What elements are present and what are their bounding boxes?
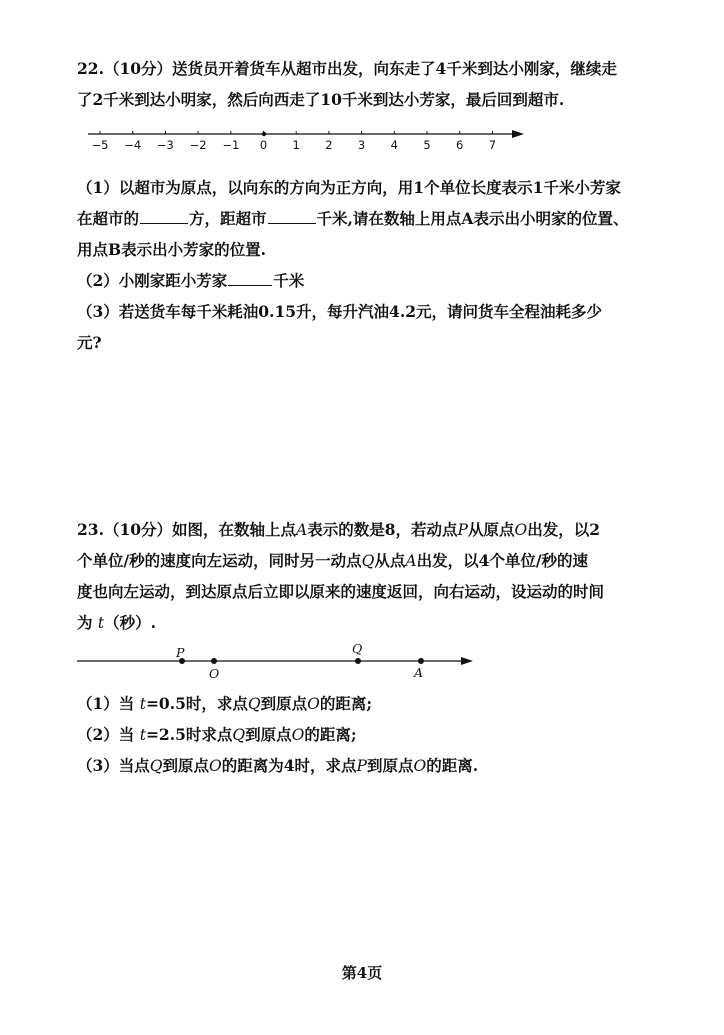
q22-sub3-line-1: （3）若送货车每千米耗油0.15升，每升汽油4.2元，请问货车全程油耗多少 [77,302,603,321]
var-q: Q [247,695,261,713]
q23-sub-text: （3）当点 [77,756,150,775]
var-o: O [307,695,320,713]
q23-sub-text: =0.5时，求点 [145,694,248,713]
q23-sub2-line [77,725,357,745]
q22-tick-label: 3 [357,138,366,152]
q22-sub1-line-1: （1）以超市为原点，以向东的方向为正方向，用1个单位长度表示1千米小芳家 [77,178,621,197]
q23-text: 为 [77,613,93,632]
q23-sub-text: 的距离; [319,694,373,713]
var-q: Q [149,757,163,775]
q23-text: 出发，以2 [527,520,601,539]
var-t: t [97,614,105,632]
q22-sub1-text-b: 方，距超市 [189,209,267,228]
q23-text: 表示的数是8，若动点 [307,520,458,539]
q22-tick-label: −3 [156,138,174,152]
answer-blank-direction[interactable] [140,209,188,224]
q23-text: 从原点 [467,520,515,539]
point-o-label: O [209,666,220,681]
q23-sub3-line [77,756,478,776]
q23-text: 出发，以4个单位/秒的速 [416,551,589,570]
q23-text: （秒）. [104,613,157,632]
point-p-label: P [176,645,185,660]
q22-tick-label: 6 [456,138,464,152]
q23-sub-text: 到原点 [366,756,414,775]
q23-sub-text: （1）当 [77,694,135,713]
point-a-dot [418,658,424,664]
point-a-label: A [414,665,424,680]
q23-line-4 [77,613,156,633]
q22-tick-label: 7 [488,138,497,152]
q22-sub2-text-b: 千米 [273,271,305,290]
q23-sub-text: 到原点 [260,694,308,713]
var-o: O [514,521,528,539]
q23-sub-text: 的距离. [426,756,479,775]
q22-origin-dot [262,132,266,136]
var-p: P [457,521,468,539]
q22-tick-label: −4 [124,138,142,152]
q22-tick-label: 5 [423,138,431,152]
q23-sub-text: 到原点 [245,725,292,744]
q22-axis-arrow-icon [512,130,524,138]
q22-sub1-line-3: 用点B表示出小芳家的位置. [77,240,266,259]
q22-tick-label: 1 [292,138,300,152]
var-o: O [413,757,427,775]
answer-blank-distance[interactable] [268,209,316,224]
q23-sub1-line [77,694,372,714]
q22-sub2-line [77,271,304,291]
q22-line-2: 了2千米到达小明家，然后向西走了10千米到达小芳家，最后回到超市. [77,90,565,109]
q23-sub-text: 的距离; [304,725,357,744]
var-o: O [209,757,222,775]
q22-sub3-line-2: 元? [77,333,102,352]
q22-line-1: 22.（10分）送货员开着货车从超市出发，向东走了4千米到达小刚家，继续走 [77,59,617,78]
q23-sub-text: 到原点 [162,756,210,775]
q23-sub-text: =2.5时求点 [145,725,233,744]
q22-tick-label: −5 [91,138,109,152]
q22-sub1-line-2 [77,209,628,229]
page-number: 第4页 [341,964,383,982]
q22-tick-label: −1 [222,138,240,152]
q23-line-1 [77,520,600,540]
q22-tick-label: 0 [259,138,268,152]
q22-tick-label: 4 [390,138,398,152]
q23-line-2 [77,551,588,571]
point-q-dot [355,658,361,664]
q23-text: 从点 [374,551,406,570]
var-o: O [291,726,305,744]
var-t: t [139,726,146,744]
q22-number-line [88,130,524,152]
q23-axis-arrow-icon [461,657,473,665]
var-p: P [356,757,367,775]
point-o-dot [211,658,217,664]
q22-sub1-text-a: 在超市的 [77,209,140,228]
q22-tick-label: −2 [189,138,207,152]
q23-text: 个单位/秒的速度向左运动，同时另一动点 [77,551,362,570]
answer-blank-gang-fang[interactable] [228,271,272,286]
q23-text: 23.（10分）如图，在数轴上点 [77,520,297,539]
q23-line-3: 度也向左运动，到达原点后立即以原来的速度返回，向右运动，设运动的时间 [77,582,605,601]
q23-sub-text: （2）当 [77,725,135,744]
point-q-label: Q [352,641,363,656]
var-a: A [296,521,308,539]
q22-sub2-text-a: （2）小刚家距小芳家 [77,271,228,290]
var-q: Q [232,726,246,744]
var-a: A [405,552,417,570]
var-q: Q [361,552,375,570]
q22-tick-label: 2 [325,138,333,152]
var-t: t [139,695,146,713]
q23-number-line [77,641,473,681]
q22-sub1-text-c: 千米,请在数轴上用点A表示出小明家的位置、 [316,209,629,228]
q23-sub-text: 的距离为4时，求点 [221,756,357,775]
